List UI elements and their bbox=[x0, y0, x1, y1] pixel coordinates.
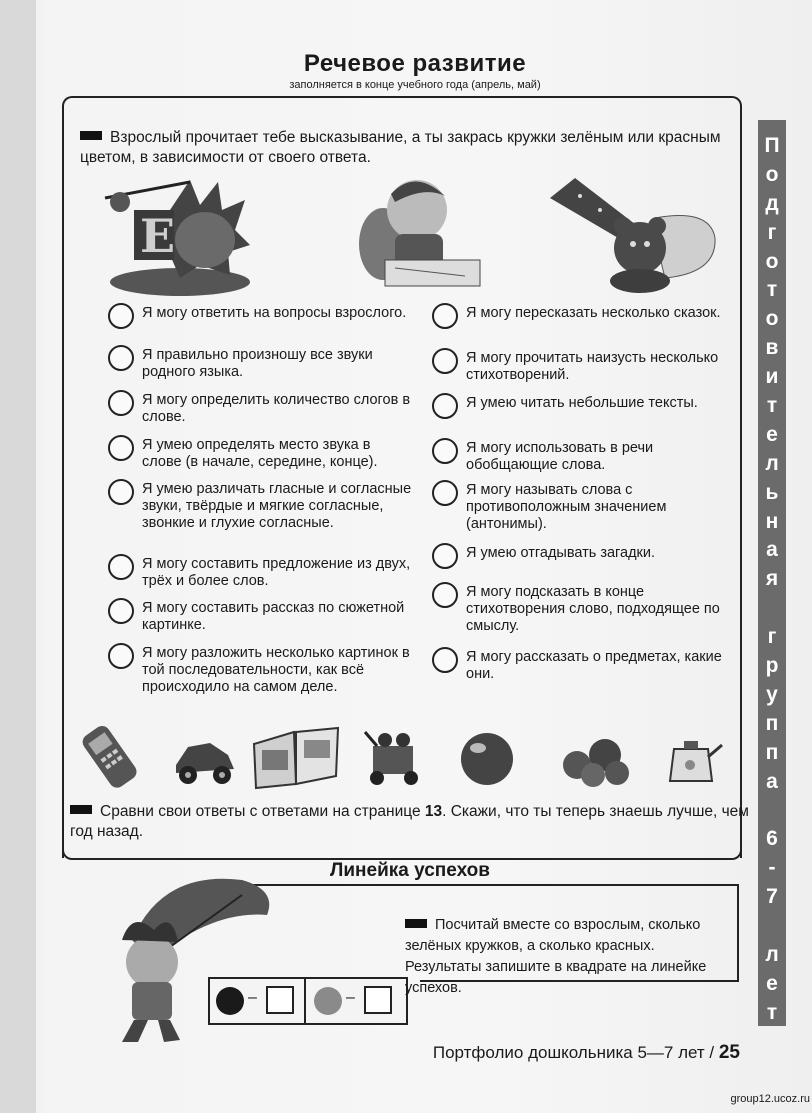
reference-page-number: 13 bbox=[424, 803, 443, 820]
answer-circle[interactable] bbox=[108, 643, 134, 669]
statement-text: Я могу прочитать наизусть несколько стихотворений. bbox=[466, 350, 719, 383]
hedgehog-letter-illustration bbox=[100, 170, 260, 300]
left-statement-item bbox=[108, 600, 413, 634]
sidebar-letter: е bbox=[766, 971, 778, 995]
sidebar-letter: п bbox=[765, 711, 779, 735]
left-statement-item bbox=[108, 645, 413, 696]
sidebar-letter: и bbox=[765, 365, 779, 389]
answer-circle[interactable] bbox=[432, 647, 458, 673]
statement-text: Я умею определять место звука в слове (в начале, середине, конце). bbox=[142, 437, 378, 470]
left-statement-item bbox=[108, 392, 413, 426]
page-footer: Портфолио дошкольника 5—7 лет / 25 bbox=[432, 1042, 740, 1063]
answer-circle[interactable] bbox=[108, 435, 134, 461]
phone-icon bbox=[72, 722, 147, 790]
green-circle-marker bbox=[216, 987, 244, 1015]
meter-divider bbox=[304, 977, 306, 1025]
statement-text: Я могу использовать в речи обобщающие слова. bbox=[466, 440, 654, 473]
answer-circle[interactable] bbox=[108, 554, 134, 580]
right-statement-item bbox=[432, 395, 742, 419]
left-statement-item bbox=[108, 481, 413, 532]
sidebar-letter: а bbox=[766, 769, 778, 793]
left-statement-item bbox=[108, 305, 413, 329]
compare-note: Сравни свои ответы с ответами на странице 13. Скажи, что ты теперь знаешь лучше, чем год назад. bbox=[70, 803, 749, 840]
sidebar-letter: - bbox=[768, 856, 776, 880]
bullet-marker bbox=[405, 919, 427, 928]
answer-circle[interactable] bbox=[108, 598, 134, 624]
sidebar-letter: о bbox=[765, 162, 779, 186]
bullet-marker bbox=[80, 131, 102, 140]
statement-text: Я могу определить количество слогов в слове. bbox=[142, 392, 411, 425]
open-book-icon bbox=[250, 726, 342, 790]
sidebar-label bbox=[758, 132, 786, 1028]
sidebar-letter: д bbox=[765, 191, 779, 215]
page-gutter bbox=[0, 0, 36, 1113]
meter-dash: – bbox=[248, 989, 257, 1006]
answer-circle[interactable] bbox=[108, 390, 134, 416]
meter-dash: – bbox=[346, 989, 355, 1006]
red-circle-marker bbox=[314, 987, 342, 1015]
sidebar-letter: о bbox=[765, 249, 779, 273]
sidebar-letter: г bbox=[767, 220, 777, 244]
sidebar-letter: л bbox=[765, 451, 779, 475]
statement-text: Я могу составить рассказ по сюжетной картинке. bbox=[142, 600, 405, 633]
statement-text: Я правильно произношу все звуки родного языка. bbox=[142, 347, 373, 380]
sidebar-letter: я bbox=[765, 567, 779, 591]
sidebar-letter: е bbox=[766, 422, 778, 446]
answer-circle[interactable] bbox=[108, 345, 134, 371]
success-frame-right bbox=[737, 884, 739, 980]
sidebar-letter: р bbox=[765, 654, 779, 678]
statement-text: Я могу рассказать о предметах, какие они. bbox=[466, 649, 722, 682]
success-meter bbox=[208, 977, 408, 1025]
sidebar-letter: в bbox=[765, 336, 779, 360]
answer-circle[interactable] bbox=[432, 438, 458, 464]
success-instruction: Посчитай вместе со взрослым, сколько зелёных кружков, а сколько красных. Результаты запишите в квадрате на линейке успехов. bbox=[405, 917, 707, 996]
answer-circle[interactable] bbox=[432, 582, 458, 608]
sidebar-letter: о bbox=[765, 307, 779, 331]
page-subtitle: заполняется в конце учебного года (апрель, май) bbox=[289, 79, 541, 91]
sidebar-letter: т bbox=[766, 1000, 778, 1024]
statement-text: Я могу составить предложение из двух, трёх и более слов. bbox=[142, 556, 411, 589]
left-statement-item bbox=[108, 556, 413, 590]
right-statement-item bbox=[432, 305, 742, 329]
svg-text:Е: Е bbox=[140, 209, 176, 263]
page-number: 25 bbox=[718, 1042, 740, 1063]
statement-text: Я могу называть слова с противоположным значением (антонимы). bbox=[466, 482, 667, 532]
sidebar-letter: г bbox=[767, 625, 777, 649]
sidebar-letter: ь bbox=[765, 480, 779, 504]
right-statement-item bbox=[432, 482, 742, 533]
bullet-marker bbox=[70, 805, 92, 814]
answer-circle[interactable] bbox=[108, 303, 134, 329]
page-title: Речевое развитие bbox=[303, 50, 527, 77]
sidebar-letter: 7 bbox=[766, 885, 778, 909]
statement-text: Я могу подсказать в конце стихотворения слово, подходящее по смыслу. bbox=[466, 584, 720, 634]
thinking-boy-illustration bbox=[355, 172, 485, 300]
toy-robot-icon bbox=[355, 728, 435, 790]
statement-text: Я умею различать гласные и согласные звуки, твёрдые и мягкие согласные, звонкие и глухие согласные. bbox=[142, 481, 412, 531]
statement-text: Я умею читать небольшие тексты. bbox=[466, 395, 698, 411]
answer-circle[interactable] bbox=[432, 348, 458, 374]
sidebar-letter: т bbox=[766, 394, 778, 418]
statement-text: Я могу разложить несколько картинок в той последовательности, как всё происходило на самом деле. bbox=[142, 645, 410, 695]
kettle-icon bbox=[660, 725, 725, 787]
statement-text: Я могу ответить на вопросы взрослого. bbox=[142, 305, 407, 321]
sidebar-letter: у bbox=[766, 682, 778, 706]
answer-circle[interactable] bbox=[432, 393, 458, 419]
right-statement-item bbox=[432, 350, 742, 384]
toy-car-icon bbox=[170, 735, 240, 787]
bear-pillow-illustration bbox=[545, 178, 720, 298]
answer-circle[interactable] bbox=[108, 479, 134, 505]
sidebar-letter: т bbox=[766, 278, 778, 302]
source-site: group12.ucoz.ru bbox=[730, 1093, 810, 1105]
ball-icon bbox=[458, 730, 516, 788]
success-line-title: Линейка успехов bbox=[330, 860, 490, 881]
sidebar-letter: 6 bbox=[766, 827, 778, 851]
sidebar-letter: п bbox=[765, 740, 779, 764]
answer-circle[interactable] bbox=[432, 543, 458, 569]
sidebar-letter: а bbox=[766, 538, 778, 562]
right-statement-item bbox=[432, 649, 742, 683]
teddy-bear-icon bbox=[555, 735, 635, 787]
green-count-box[interactable] bbox=[266, 986, 294, 1014]
right-statement-item bbox=[432, 545, 742, 569]
sidebar-letter: н bbox=[765, 509, 779, 533]
left-statement-item bbox=[108, 437, 413, 471]
sidebar-letter: л bbox=[765, 942, 779, 966]
statement-text: Я умею отгадывать загадки. bbox=[466, 545, 656, 561]
red-count-box[interactable] bbox=[364, 986, 392, 1014]
statement-text: Я могу пересказать несколько сказок. bbox=[466, 305, 721, 321]
answer-circle[interactable] bbox=[432, 303, 458, 329]
answer-circle[interactable] bbox=[432, 480, 458, 506]
right-statement-item bbox=[432, 584, 742, 635]
right-statement-item bbox=[432, 440, 742, 474]
sidebar-letter: П bbox=[764, 134, 780, 157]
left-statement-item bbox=[108, 347, 413, 381]
instruction-text: Взрослый прочитает тебе высказывание, а ты закрась кружки зелёным или красным цветом, в зависимости от своего ответа. bbox=[80, 129, 721, 166]
